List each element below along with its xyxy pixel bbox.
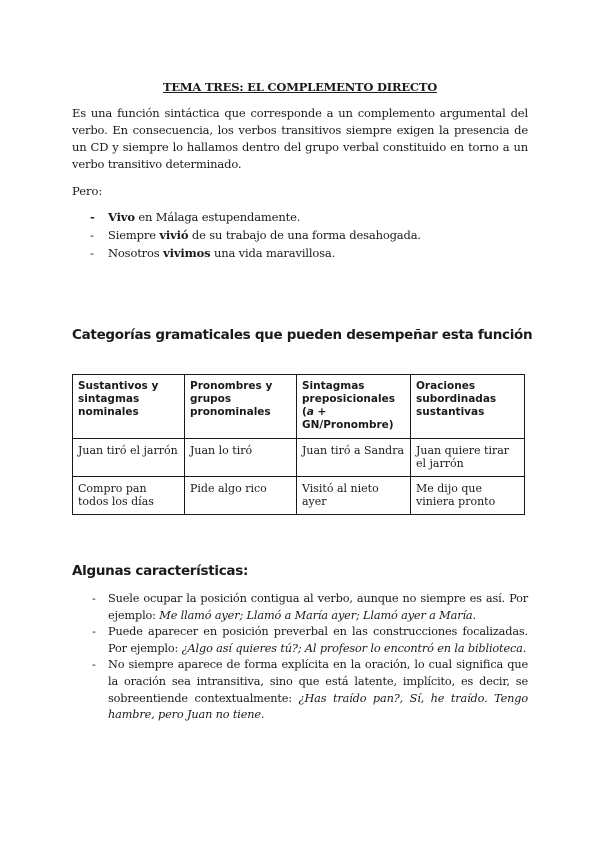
example-item — [90, 226, 520, 244]
example-verb: vivimos — [163, 246, 211, 260]
bullet-dash: - — [90, 246, 94, 260]
characteristic-example: ¿Algo así quieres tú?; Al profesor lo encontró en la biblioteca. — [181, 641, 527, 655]
table-header-cell — [297, 375, 411, 439]
table-cell: Compro pan todos los días — [73, 477, 185, 515]
characteristic-example: Me llamó ayer; Llamó a María ayer; Llamó ayer a María — [159, 608, 473, 622]
table-cell: Juan lo tiró — [185, 439, 297, 477]
table-row — [73, 439, 525, 477]
example-verb: Vivo — [108, 210, 135, 224]
characteristics-list — [92, 591, 528, 724]
list-item — [92, 624, 528, 657]
page-title: TEMA TRES: EL COMPLEMENTO DIRECTO — [162, 80, 438, 94]
header-text: + GN/Pronombre) — [302, 406, 394, 431]
example-text: Siempre — [108, 228, 160, 242]
list-item — [92, 591, 528, 624]
header-text-italic: a — [306, 406, 314, 418]
characteristic-text: Suele ocupar la posición contigua al verbo, aunque no siempre es así. Por ejemplo: — [108, 592, 528, 622]
characteristic-example: ¿Has traído pan?, Sí, he traído. Tengo hambre, pero Juan no tiene. — [108, 691, 528, 722]
characteristic-text: No siempre aparece de forma explícita en la oración, lo cual significa que la oración sea intransitiva, sino que está latente, implícito, es decir, se sobreentiende contextualmente: — [108, 658, 528, 705]
table-header-cell: Sustantivos y sintagmas nominales — [73, 375, 185, 439]
characteristics-heading: Algunas características: — [72, 563, 249, 579]
table-header-row — [73, 375, 525, 439]
table-cell: Me dijo que viniera pronto — [411, 477, 525, 515]
bullet-dash: - — [90, 210, 95, 224]
table-cell: Pide algo rico — [185, 477, 297, 515]
example-text: de su trabajo de una forma desahogada. — [188, 228, 421, 242]
table-row — [73, 477, 525, 515]
table-cell: Juan tiró a Sandra — [297, 439, 411, 477]
table-cell: Visitó al nieto ayer — [297, 477, 411, 515]
categories-heading: Categorías gramaticales que pueden desempeñar esta función — [72, 327, 533, 343]
bullet-dash: - — [92, 658, 96, 672]
examples-list — [90, 208, 520, 262]
bullet-dash: - — [92, 625, 96, 639]
example-item — [90, 208, 520, 226]
characteristic-text: Puede aparecer en posición preverbal en las construcciones focalizadas. Por ejemplo: — [108, 625, 528, 655]
example-text: Nosotros — [108, 246, 164, 260]
characteristic-text: . — [472, 608, 476, 622]
example-text: en Málaga estupendamente. — [134, 210, 301, 224]
table-cell: Juan quiere tirar el jarrón — [411, 439, 525, 477]
table-cell: Juan tiró el jarrón — [73, 439, 185, 477]
table-header-cell: Oraciones subordinadas sustantivas — [411, 375, 525, 439]
pero-label: Pero: — [72, 184, 103, 198]
bullet-dash: - — [92, 592, 96, 605]
example-verb: vivió — [159, 228, 189, 242]
example-text: una vida maravillosa. — [210, 246, 336, 260]
categories-table — [72, 374, 525, 515]
table-header-cell: Pronombres y grupos pronominales — [185, 375, 297, 439]
header-text: Sintagmas preposicionales ( — [302, 380, 395, 418]
bullet-dash: - — [90, 228, 94, 242]
list-item — [92, 657, 528, 723]
intro-paragraph: Es una función sintáctica que corresponde a un complemento argumental del verbo. En consecuencia, los verbos transitivos siempre exigen la presencia de un CD y siempre lo hallamos dentro del grupo verbal constituido en torno a un verbo transitivo determinado. — [72, 106, 528, 171]
example-item — [90, 244, 520, 262]
